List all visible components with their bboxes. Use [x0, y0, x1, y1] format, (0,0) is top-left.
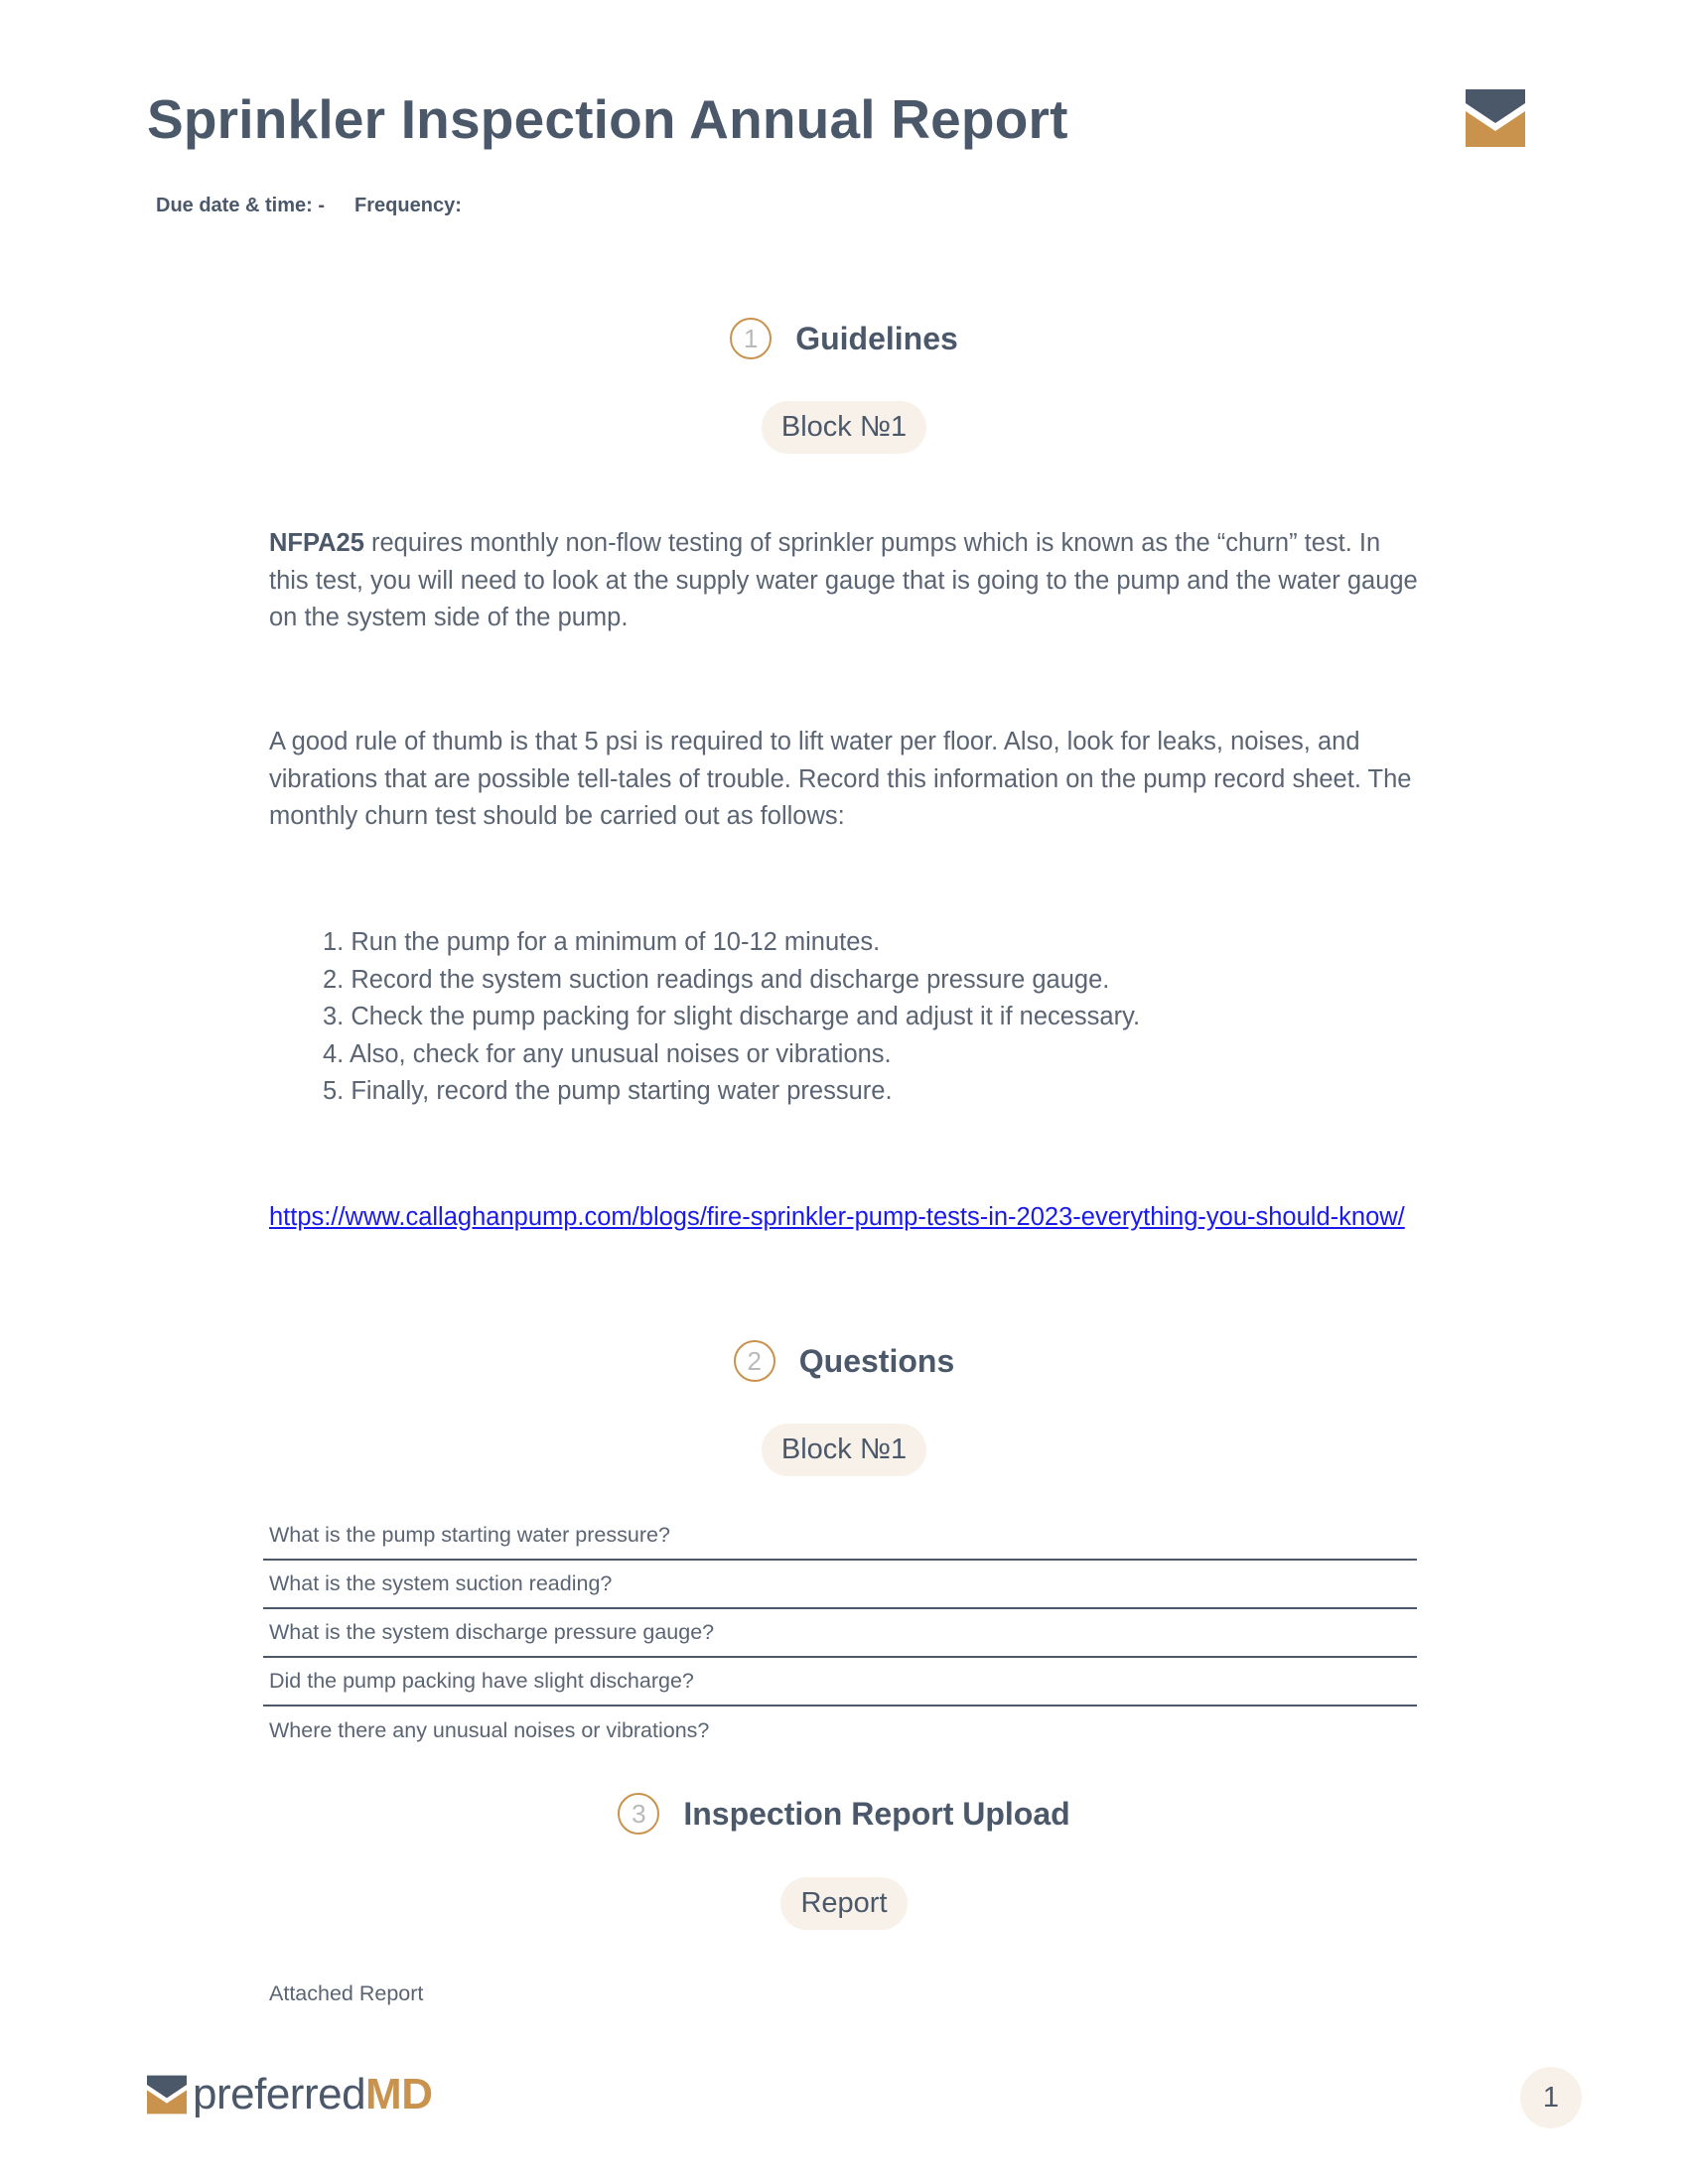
list-item: 3. Check the pump packing for slight discharge and adjust it if necessary. [323, 1003, 1141, 1030]
frequency-label: Frequency: [354, 195, 462, 216]
report-pill [0, 1877, 1688, 1930]
list-item: 5. Finally, record the pump starting water pressure. [323, 1077, 893, 1105]
meta-row [156, 195, 462, 217]
frequency [354, 195, 462, 217]
para1-text: requires monthly non-flow testing of sprinkler pumps which is known as the “churn” test. In this test, you will need to look at the supply water gauge that is going to the pump and the water gauge on the system side of the pump. [269, 529, 1418, 631]
section-number: 3 [618, 1793, 659, 1835]
brand-name [193, 2070, 432, 2119]
questions-list [263, 1512, 1417, 1755]
question-row: What is the system discharge pressure gauge? [263, 1609, 1417, 1658]
brand-suffix: MD [365, 2070, 433, 2118]
question-row: What is the system suction reading? [263, 1561, 1417, 1609]
nfpa-bold: NFPA25 [269, 529, 364, 557]
page-title: Sprinkler Inspection Annual Report [147, 88, 1068, 150]
due-date [156, 195, 325, 217]
checkmark-logo-icon [1466, 89, 1525, 147]
section-guidelines-header [0, 318, 1688, 359]
question-row: Where there any unusual noises or vibrations? [269, 1718, 710, 1742]
page-number: 1 [1520, 2067, 1582, 2128]
block-label: Block №1 [762, 1424, 926, 1476]
section-upload-header [0, 1793, 1688, 1835]
due-date-value: - [318, 195, 326, 216]
list-item: 2. Record the system suction readings and discharge pressure gauge. [323, 965, 1110, 994]
section-title: Inspection Report Upload [683, 1795, 1070, 1832]
section-number: 2 [734, 1340, 775, 1382]
block-pill [0, 1424, 1688, 1476]
question-row: What is the pump starting water pressure? [263, 1512, 1417, 1561]
attached-report-label: Attached Report [269, 1981, 424, 2005]
block-pill [0, 401, 1688, 454]
question-row: Did the pump packing have slight discharge? [263, 1658, 1417, 1706]
list-item: 1. Run the pump for a minimum of 10-12 minutes. [323, 928, 881, 956]
guidelines-paragraph-2: A good rule of thumb is that 5 psi is required to lift water per floor. Also, look for leaks, noises, and vibrations that are possible tell-tales of trouble. Record this information on the pump record sheet. The monthly churn test should be carried out as follows: [269, 728, 1412, 830]
block-label: Report [780, 1877, 907, 1930]
list-item: 4. Also, check for any unusual noises or vibrations. [323, 1039, 892, 1068]
reference-link[interactable]: https://www.callaghanpump.com/blogs/fire-sprinkler-pump-tests-in-2023-everything-you-should-know/ [269, 1203, 1405, 1231]
section-number: 1 [730, 318, 772, 359]
checkmark-logo-icon [147, 2075, 187, 2115]
section-title: Questions [798, 1342, 955, 1379]
footer-logo [147, 2070, 432, 2119]
block-label: Block №1 [762, 401, 926, 454]
steps-list [323, 924, 1140, 1111]
section-title: Guidelines [795, 320, 958, 356]
due-date-label: Due date & time: [156, 195, 313, 216]
guidelines-paragraph-1 [269, 525, 1421, 637]
brand-prefix: preferred [193, 2070, 366, 2118]
section-questions-header [0, 1340, 1688, 1382]
